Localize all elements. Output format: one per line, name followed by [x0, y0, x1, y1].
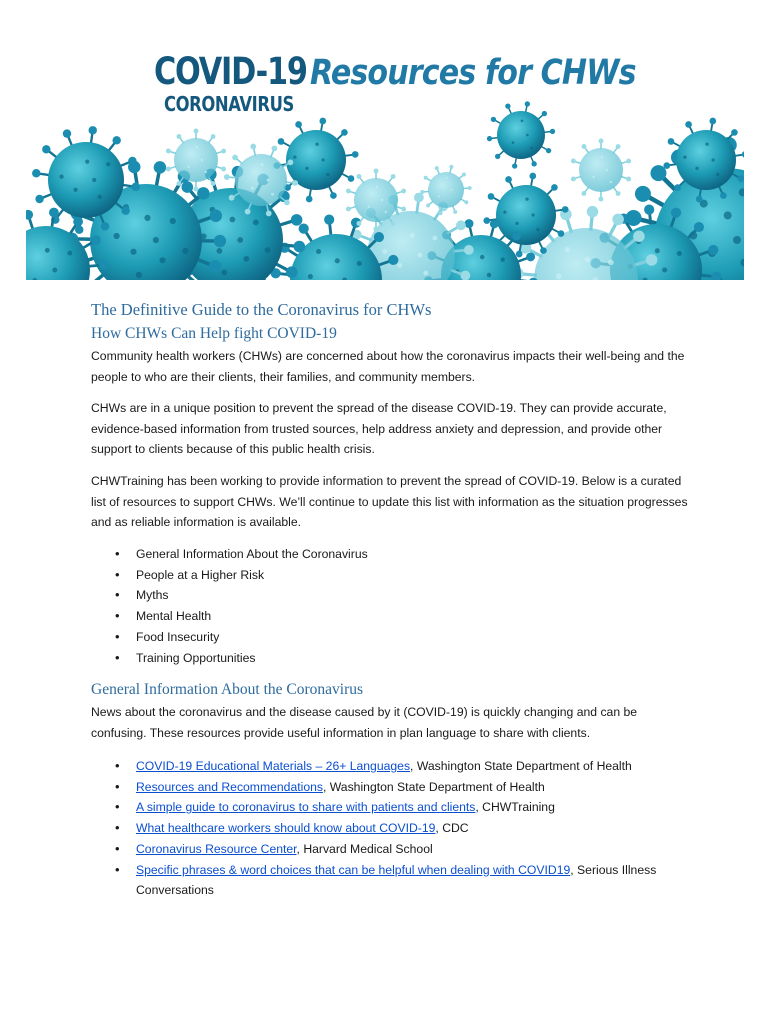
resource-source: , CHWTraining: [475, 800, 555, 815]
list-item: • Myths: [91, 585, 368, 606]
paragraph-chw-concern: Community health workers (CHWs) are concerned about how the coronavirus impacts their well-being and the people to who are their clients, their families, and community members.: [91, 349, 685, 384]
resource-source: , Washington State Department of Health: [322, 779, 545, 794]
banner-resources-title: Resources for CHWs: [310, 53, 636, 93]
resource-item: [91, 860, 696, 901]
list-item: • People at a Higher Risk: [91, 565, 368, 586]
section-heading-general-info: General Information About the Coronavirus: [91, 681, 364, 698]
resource-link[interactable]: Coronavirus Resource Center: [136, 841, 297, 856]
resource-item: [91, 797, 696, 818]
resource-link[interactable]: What healthcare workers should know about COVID-19: [136, 821, 436, 836]
paragraph-chw-position: CHWs are in a unique position to prevent the spread of the disease COVID-19. They can provide accurate, evidence-based information from trusted sources, help address anxiety and depression, and provide other support to clients because of this public health crisis.: [91, 401, 667, 456]
banner-coronavirus-subtitle: CORONAVIRUS: [164, 92, 294, 116]
list-item: • Mental Health: [91, 606, 368, 627]
resource-item: [91, 777, 696, 798]
resource-source: , Washington State Department of Health: [410, 759, 632, 773]
list-item: • Training Opportunities: [91, 648, 368, 669]
banner: [26, 40, 744, 280]
paragraph-chwtraining: CHWTraining has been working to provide information to prevent the spread of COVID-19. Below is a curated list of resources to support CHWs. We’ll continue to update this list with information as the situation progresses and as reliable information is available.: [91, 474, 688, 529]
resource-list: [91, 756, 696, 901]
resource-item: [91, 839, 696, 860]
resource-source: , Serious Illness Conversations: [136, 862, 657, 898]
document-title: The Definitive Guide to the Coronavirus for CHWs: [91, 300, 432, 319]
section-heading-how-chws-help: How CHWs Can Help fight COVID-19: [91, 325, 337, 342]
resource-link[interactable]: Resources and Recommendations: [136, 779, 323, 794]
resource-link[interactable]: Specific phrases & word choices that can be helpful when dealing with COVID19: [136, 862, 571, 877]
resource-item: [91, 756, 696, 777]
resource-link[interactable]: COVID-19 Educational Materials – 26+ Languages: [136, 759, 411, 773]
banner-covid-title: COVID-19: [154, 50, 307, 93]
resource-source: , Harvard Medical School: [296, 841, 433, 856]
resource-source: , CDC: [435, 821, 469, 836]
resource-item: [91, 818, 696, 839]
list-item: • General Information About the Coronavirus: [91, 544, 368, 565]
topic-list: [91, 544, 368, 668]
paragraph-news: News about the coronavirus and the disease caused by it (COVID-19) is quickly changing and can be confusing. These resources provide useful information in plan language to share with clients.: [91, 705, 638, 740]
resource-link[interactable]: A simple guide to coronavirus to share with patients and clients: [136, 800, 476, 815]
list-item: • Food Insecurity: [91, 627, 368, 648]
